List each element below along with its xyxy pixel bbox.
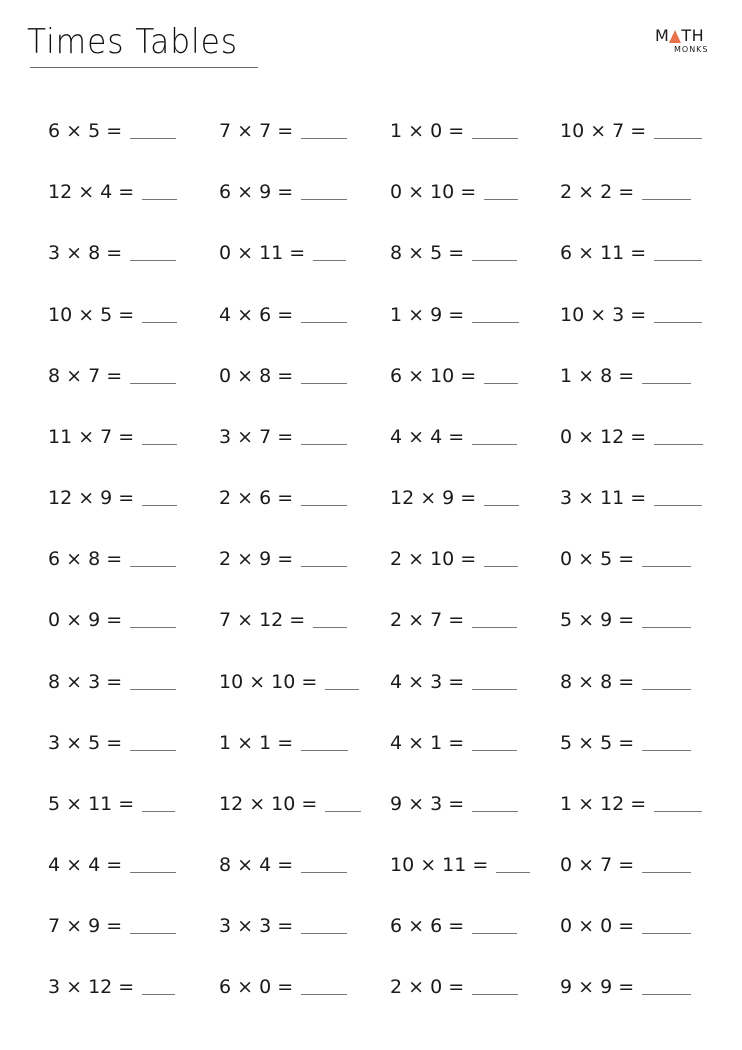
problem-expression: 1 × 0 = [390,120,465,142]
answer-blank[interactable] [472,933,517,934]
problem-item [390,479,519,509]
problem-item [219,601,347,631]
answer-blank[interactable] [472,811,518,812]
problem-item [48,907,176,937]
problem-item [560,601,691,631]
problem-expression: 10 × 11 = [390,854,489,876]
answer-blank[interactable] [472,627,517,628]
answer-blank[interactable] [654,505,702,506]
problem-expression: 8 × 5 = [390,242,465,264]
problem-item [390,540,518,570]
problem-expression: 9 × 9 = [560,976,635,998]
answer-blank[interactable] [301,383,347,384]
problem-expression: 12 × 4 = [48,181,135,203]
answer-blank[interactable] [130,872,176,873]
problem-expression: 2 × 2 = [560,181,635,203]
answer-blank[interactable] [130,933,176,934]
answer-blank[interactable] [301,444,347,445]
answer-blank[interactable] [142,994,175,995]
answer-blank[interactable] [472,994,518,995]
problem-item [560,112,702,142]
answer-blank[interactable] [642,383,691,384]
problem-item [560,296,702,326]
problem-expression: 12 × 10 = [219,793,318,815]
problem-expression: 3 × 5 = [48,732,123,754]
problem-expression: 8 × 7 = [48,365,123,387]
answer-blank[interactable] [130,627,176,628]
problem-item [48,663,176,693]
problem-expression: 5 × 5 = [560,732,635,754]
problem-item [390,663,517,693]
problem-item [390,357,518,387]
answer-blank[interactable] [472,322,519,323]
answer-blank[interactable] [301,750,348,751]
answer-blank[interactable] [130,750,176,751]
problem-item [48,296,177,326]
problem-expression: 6 × 10 = [390,365,477,387]
logo-subtitle: MONKS [674,45,709,54]
problem-expression: 3 × 7 = [219,426,294,448]
problem-item [219,357,347,387]
problem-expression: 0 × 0 = [560,915,635,937]
problem-item [48,601,176,631]
problem-expression: 8 × 4 = [219,854,294,876]
answer-blank[interactable] [142,505,177,506]
answer-blank[interactable] [301,933,347,934]
problem-item [219,724,348,754]
answer-blank[interactable] [484,505,519,506]
problem-expression: 0 × 12 = [560,426,647,448]
page-title: Times Tables [27,22,239,62]
problem-item [219,846,347,876]
answer-blank[interactable] [642,933,691,934]
problem-item [219,296,347,326]
problem-expression: 2 × 6 = [219,487,294,509]
problem-item [390,234,517,264]
answer-blank[interactable] [642,199,691,200]
problem-expression: 1 × 9 = [390,304,465,326]
problem-expression: 3 × 12 = [48,976,135,998]
problem-item [219,907,347,937]
problem-item [219,112,347,142]
answer-blank[interactable] [130,566,176,567]
problem-item [48,479,177,509]
answer-blank[interactable] [642,872,691,873]
answer-blank[interactable] [472,138,518,139]
problem-item [219,785,361,815]
problem-expression: 0 × 10 = [390,181,477,203]
answer-blank[interactable] [301,138,347,139]
answer-blank[interactable] [472,444,517,445]
problem-expression: 1 × 8 = [560,365,635,387]
answer-blank[interactable] [301,566,347,567]
problem-item [48,540,176,570]
answer-blank[interactable] [484,199,518,200]
problem-expression: 7 × 12 = [219,609,306,631]
problem-item [560,724,691,754]
problem-expression: 0 × 8 = [219,365,294,387]
problem-expression: 9 × 3 = [390,793,465,815]
answer-blank[interactable] [313,627,347,628]
answer-blank[interactable] [654,811,702,812]
logo-letter-m: M [655,26,670,45]
problem-item [48,846,176,876]
answer-blank[interactable] [472,689,517,690]
answer-blank[interactable] [642,566,691,567]
problem-item [219,663,359,693]
problem-item [219,234,346,264]
problem-item [48,724,176,754]
problem-item [48,785,175,815]
problem-expression: 6 × 5 = [48,120,123,142]
answer-blank[interactable] [142,444,177,445]
problem-expression: 2 × 10 = [390,548,477,570]
answer-blank[interactable] [472,750,517,751]
problem-expression: 0 × 5 = [560,548,635,570]
problem-item [390,296,519,326]
answer-blank[interactable] [642,750,691,751]
problem-expression: 10 × 3 = [560,304,647,326]
problem-expression: 3 × 8 = [48,242,123,264]
problem-expression: 10 × 5 = [48,304,135,326]
problem-expression: 8 × 3 = [48,671,123,693]
problem-item [560,418,703,448]
problem-item [560,234,702,264]
problem-expression: 5 × 11 = [48,793,135,815]
answer-blank[interactable] [301,872,347,873]
answer-blank[interactable] [130,138,176,139]
problem-item [219,418,347,448]
problem-item [390,968,518,998]
problem-item [390,112,518,142]
problem-expression: 12 × 9 = [48,487,135,509]
problem-expression: 0 × 7 = [560,854,635,876]
problem-item [390,601,517,631]
answer-blank[interactable] [654,260,702,261]
answer-blank[interactable] [301,322,347,323]
problem-expression: 5 × 9 = [560,609,635,631]
problem-expression: 4 × 4 = [390,426,465,448]
answer-blank[interactable] [313,260,346,261]
problem-item [390,785,518,815]
answer-blank[interactable] [654,138,702,139]
problem-item [560,785,702,815]
answer-blank[interactable] [484,566,518,567]
problem-expression: 1 × 12 = [560,793,647,815]
answer-blank[interactable] [142,322,177,323]
problem-item [560,540,691,570]
answer-blank[interactable] [142,811,175,812]
problem-expression: 4 × 4 = [48,854,123,876]
answer-blank[interactable] [642,994,691,995]
problem-expression: 6 × 9 = [219,181,294,203]
answer-blank[interactable] [142,199,177,200]
problem-item [560,907,691,937]
answer-blank[interactable] [325,689,359,690]
problem-expression: 10 × 7 = [560,120,647,142]
problem-item [390,907,517,937]
problem-expression: 3 × 11 = [560,487,647,509]
answer-blank[interactable] [325,811,361,812]
problem-expression: 6 × 8 = [48,548,123,570]
problem-expression: 1 × 1 = [219,732,294,754]
problem-item [48,357,176,387]
problem-item [219,540,347,570]
answer-blank[interactable] [642,627,691,628]
problem-item [48,418,177,448]
problem-item [390,724,517,754]
answer-blank[interactable] [130,383,176,384]
answer-blank[interactable] [130,260,176,261]
problem-expression: 12 × 9 = [390,487,477,509]
problem-expression: 6 × 6 = [390,915,465,937]
problem-item [219,479,347,509]
problem-item [390,173,518,203]
problem-item [390,418,517,448]
problem-expression: 0 × 11 = [219,242,306,264]
problem-expression: 4 × 1 = [390,732,465,754]
answer-blank[interactable] [642,689,691,690]
answer-blank[interactable] [301,199,347,200]
problem-item [560,173,691,203]
problem-expression: 6 × 0 = [219,976,294,998]
problem-item [219,173,347,203]
answer-blank[interactable] [472,260,517,261]
problem-expression: 0 × 9 = [48,609,123,631]
problem-expression: 10 × 10 = [219,671,318,693]
problem-item [560,968,691,998]
problem-item [560,479,702,509]
problem-expression: 2 × 7 = [390,609,465,631]
problem-item [390,846,530,876]
answer-blank[interactable] [654,322,702,323]
problem-expression: 3 × 3 = [219,915,294,937]
logo-letters-th: TH [681,26,705,45]
problem-expression: 7 × 7 = [219,120,294,142]
problem-item [48,234,176,264]
problem-expression: 4 × 3 = [390,671,465,693]
answer-blank[interactable] [654,444,703,445]
problem-expression: 11 × 7 = [48,426,135,448]
answer-blank[interactable] [301,505,347,506]
problem-item [560,663,691,693]
answer-blank[interactable] [484,383,518,384]
answer-blank[interactable] [496,872,530,873]
problem-item [48,968,175,998]
problem-expression: 8 × 8 = [560,671,635,693]
problem-expression: 2 × 0 = [390,976,465,998]
problem-item [48,173,177,203]
answer-blank[interactable] [130,689,176,690]
problem-expression: 7 × 9 = [48,915,123,937]
problem-item [219,968,347,998]
problem-item [48,112,176,142]
problem-expression: 4 × 6 = [219,304,294,326]
problem-expression: 6 × 11 = [560,242,647,264]
problem-expression: 2 × 9 = [219,548,294,570]
problem-item [560,357,691,387]
problem-item [560,846,691,876]
answer-blank[interactable] [301,994,347,995]
